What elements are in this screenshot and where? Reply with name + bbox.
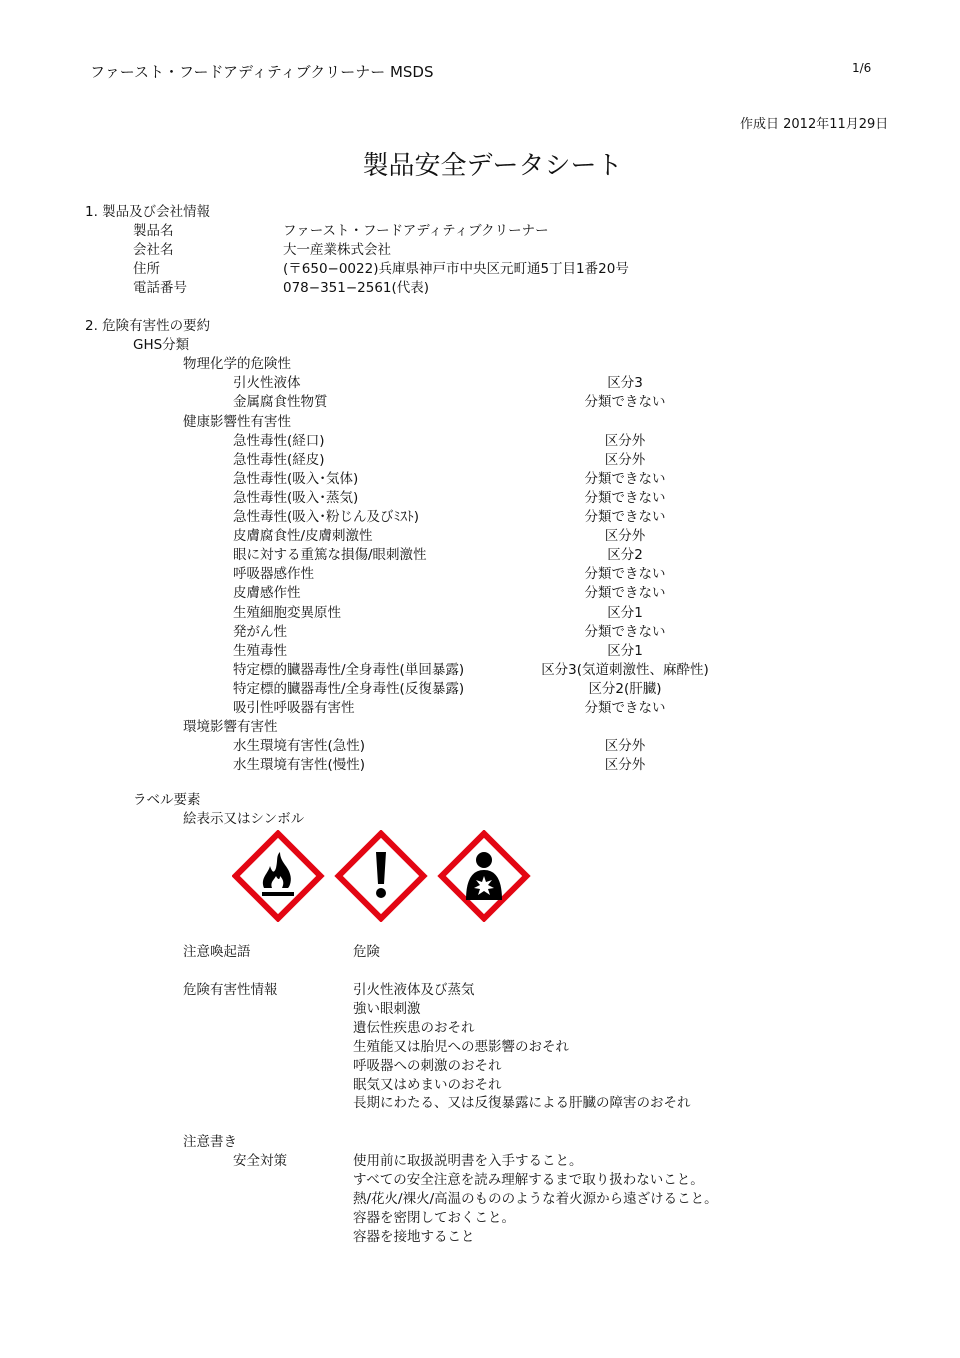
ghs-heading: GHS分類 (133, 337, 190, 354)
info-value: (〒650−0022)兵庫県神戸市中央区元町通5丁目1番20号 (283, 261, 629, 278)
hazard-row (0, 699, 960, 718)
info-label: 住所 (133, 261, 160, 278)
page-number: 1/6 (852, 61, 872, 75)
hazard-statement-row (0, 1038, 960, 1057)
document-header: ファースト・フードアディティブクリーナー MSDS (90, 63, 434, 81)
hazard-name: 急性毒性(経皮) (233, 451, 325, 468)
hazard-name: 生殖毒性 (233, 642, 287, 659)
hazard-statement-row (0, 981, 960, 1000)
hazard-class: 分類できない (584, 585, 666, 602)
hazard-class: 区分2(肝臓) (588, 680, 662, 697)
hazard-class: 区分外 (604, 738, 646, 755)
health-hazard-icon (442, 834, 527, 919)
hazard-group-title (0, 413, 960, 432)
label-elements-row (0, 791, 960, 810)
group-title: 環境影響有害性 (183, 719, 278, 736)
safety-statement: 容器を接地すること (353, 1229, 475, 1245)
hazard-row (0, 393, 960, 412)
info-label: 会社名 (133, 242, 174, 259)
hazard-row (0, 527, 960, 546)
safety-statement: 容器を密閉しておくこと。 (353, 1210, 515, 1226)
hazard-name: 生殖細胞変異原性 (233, 604, 341, 621)
safety-statement: 使用前に取扱説明書を入手すること。 (353, 1153, 583, 1169)
signal-word-label: 注意喚起語 (183, 944, 251, 960)
safety-statement: 熱/花火/裸火/高温のもののような着火源から遠ざけること。 (353, 1191, 718, 1207)
hazard-statement: 強い眼刺激 (353, 1000, 421, 1017)
hazard-class: 分類できない (584, 509, 666, 525)
hazard-name: 特定標的臓器毒性/全身毒性(反復暴露) (233, 680, 465, 697)
hazard-statement: 遺伝性疾患のおそれ (353, 1019, 475, 1036)
hazard-class: 区分外 (604, 528, 646, 545)
hazard-statements-label: 危険有害性情報 (183, 982, 278, 998)
hazard-class: 分類できない (584, 566, 666, 583)
hazard-row (0, 470, 960, 489)
hazard-statement-row (0, 1000, 960, 1019)
page-title: 製品安全データシート (362, 151, 623, 181)
hazard-row (0, 584, 960, 603)
hazard-row (0, 374, 960, 393)
hazard-name: 急性毒性(吸入･蒸気) (233, 489, 359, 506)
hazard-name: 発がん性 (233, 623, 287, 640)
info-value: 大一産業株式会社 (283, 242, 391, 259)
hazard-statement: 呼吸器への刺激のおそれ (353, 1057, 502, 1074)
safety-statement-row (0, 1228, 960, 1247)
info-value: 078−351−2561(代表) (283, 280, 430, 297)
hazard-row (0, 737, 960, 756)
hazard-name: 急性毒性(吸入･粉じん及びﾐｽﾄ) (233, 509, 420, 525)
precaution-heading: 注意書き (183, 1134, 237, 1150)
hazard-statement-row (0, 1076, 960, 1095)
safety-statement-row (0, 1209, 960, 1228)
hazard-name: 皮膚感作性 (233, 585, 301, 602)
hazard-class: 区分外 (604, 757, 646, 774)
info-row (0, 241, 960, 260)
hazard-name: 急性毒性(吸入･気体) (233, 470, 359, 487)
hazard-row (0, 565, 960, 584)
info-row (0, 279, 960, 298)
hazard-statement: 引火性液体及び蒸気 (353, 982, 475, 998)
label-elements-heading: ラベル要素 (133, 792, 201, 808)
hazard-row (0, 604, 960, 623)
hazard-class: 区分3 (607, 375, 643, 392)
group-title: 物理化学的危険性 (183, 356, 291, 373)
hazard-class: 分類できない (584, 623, 666, 640)
hazard-class: 分類できない (584, 700, 666, 716)
hazard-name: 特定標的臓器毒性/全身毒性(単回暴露) (233, 661, 465, 678)
hazard-name: 急性毒性(経口) (233, 432, 325, 449)
section-heading: 1. 製品及び会社情報 (85, 204, 211, 220)
signal-word-row (0, 943, 960, 962)
hazard-statement-row (0, 1057, 960, 1076)
hazard-name: 金属腐食性物質 (233, 394, 328, 411)
hazard-statement: 長期にわたる、又は反復暴露による肝臓の障害のおそれ (353, 1095, 691, 1112)
hazard-class: 分類できない (584, 470, 666, 487)
group-title: 健康影響性有害性 (183, 413, 291, 430)
hazard-group-title (0, 355, 960, 374)
ghs-heading-row (0, 336, 960, 355)
pictogram-heading-row (0, 810, 960, 829)
hazard-name: 吸引性呼吸器有害性 (233, 700, 355, 716)
pictogram-heading: 絵表示又はシンボル (183, 811, 305, 827)
exclamation-mark-icon (339, 834, 424, 919)
info-label: 製品名 (133, 223, 174, 239)
creation-date: 作成日 2012年11月29日 (740, 117, 889, 132)
hazard-class: 区分3(気道刺激性、麻酔性) (541, 661, 709, 678)
info-row (0, 222, 960, 241)
hazard-class: 区分1 (607, 642, 643, 659)
section-heading: 2. 危険有害性の要約 (85, 318, 211, 334)
hazard-row (0, 756, 960, 775)
info-label: 電話番号 (133, 280, 187, 297)
hazard-class: 区分1 (607, 604, 643, 621)
hazard-row (0, 642, 960, 661)
hazard-row (0, 432, 960, 451)
hazard-statement-row (0, 1094, 960, 1113)
hazard-class: 区分外 (604, 432, 646, 449)
hazard-class: 区分外 (604, 451, 646, 468)
section1-heading (0, 203, 960, 222)
hazard-class: 区分2 (607, 547, 643, 564)
precaution-heading-row (0, 1133, 960, 1152)
hazard-class: 分類できない (584, 394, 666, 411)
hazard-name: 引火性液体 (233, 375, 301, 392)
safety-statement-row (0, 1190, 960, 1209)
safety-statement-row (0, 1171, 960, 1190)
hazard-name: 眼に対する重篤な損傷/眼刺激性 (233, 547, 427, 564)
hazard-row (0, 508, 960, 527)
section2-heading (0, 317, 960, 336)
safety-label: 安全対策 (233, 1153, 287, 1169)
hazard-row (0, 623, 960, 642)
hazard-row (0, 546, 960, 565)
hazard-statement: 生殖能又は胎児への悪影響のおそれ (353, 1038, 569, 1055)
hazard-statement-row (0, 1019, 960, 1038)
hazard-name: 皮膚腐食性/皮膚刺激性 (233, 528, 373, 545)
hazard-name: 水生環境有害性(慢性) (233, 757, 366, 774)
hazard-row (0, 661, 960, 680)
ghs-pictograms (232, 830, 532, 922)
info-row (0, 260, 960, 279)
flame-icon (236, 834, 321, 919)
hazard-row (0, 451, 960, 470)
hazard-group-title (0, 718, 960, 737)
hazard-row (0, 680, 960, 699)
safety-statement: すべての安全注意を読み理解するまで取り扱わないこと。 (353, 1172, 704, 1188)
hazard-name: 呼吸器感作性 (233, 566, 314, 583)
hazard-statement: 眠気又はめまいのおそれ (353, 1076, 502, 1093)
hazard-row (0, 489, 960, 508)
signal-word: 危険 (353, 944, 380, 960)
hazard-name: 水生環境有害性(急性) (233, 738, 366, 755)
info-value: ファースト・フードアディティブクリーナー (283, 223, 549, 239)
safety-statement-row (0, 1152, 960, 1171)
hazard-class: 分類できない (584, 489, 666, 506)
